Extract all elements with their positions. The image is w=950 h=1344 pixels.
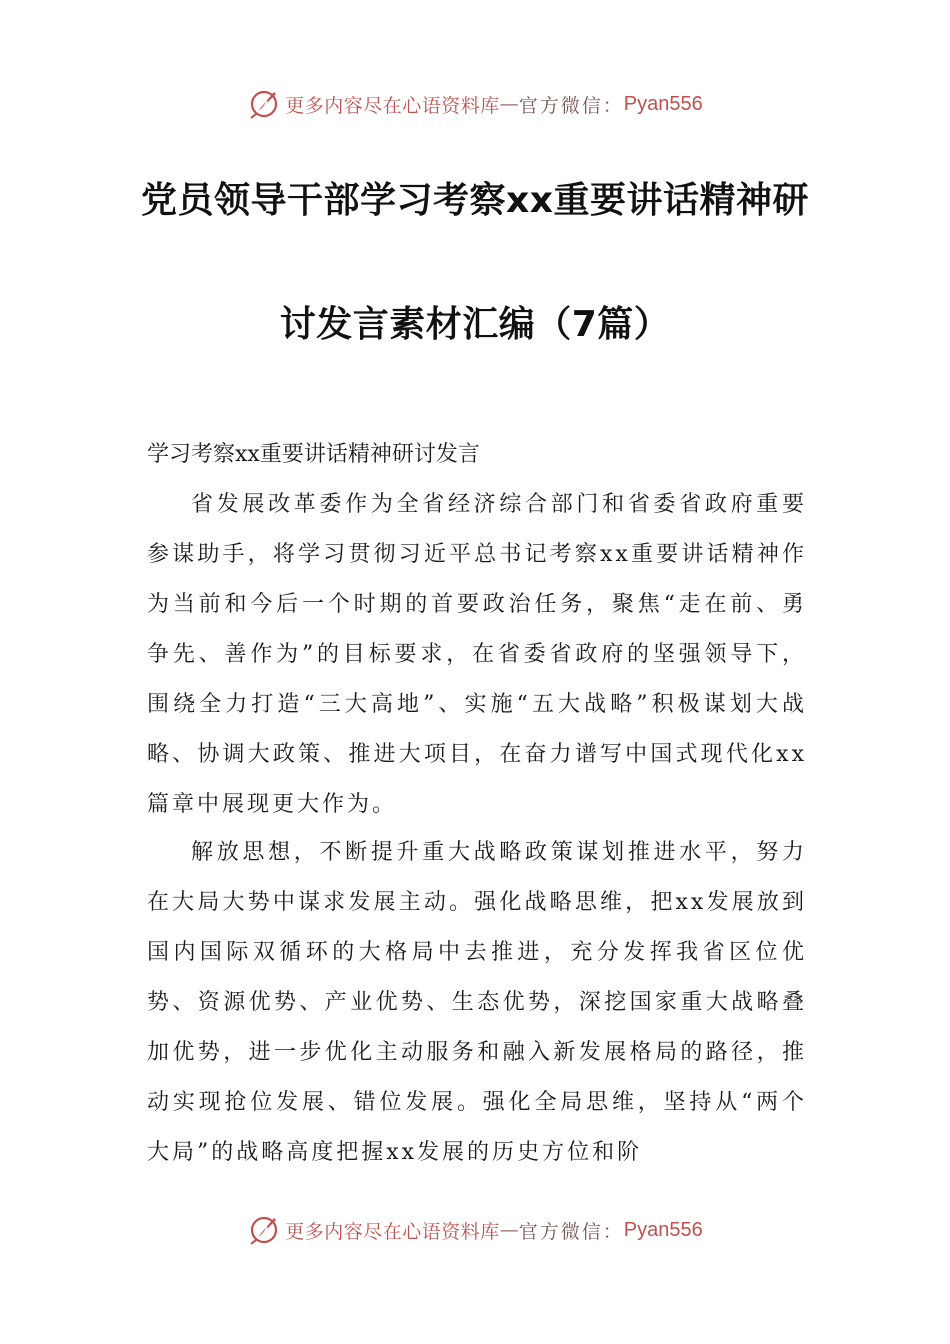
quill-logo-icon (247, 87, 281, 121)
watermark-official-label: 官方微信： (518, 1220, 624, 1243)
document-title-line-1: 党员领导干部学习考察xx重要讲话精神研 (141, 180, 809, 221)
watermark-wechat-id: Pyan556 (623, 1218, 703, 1241)
watermark-separator: — (499, 93, 519, 115)
body-paragraph-1: 省发展改革委作为全省经济综合部门和省委省政府重要参谋助手，将学习贯彻习近平总书记考察xx重要讲话精神作为当前和今后一个时期的首要政治任务，聚焦“走在前、勇争先、善作为”的目标要求，在省委省政府的坚强领导下，围绕全力打造“三大高地”、实施“五大战略”积极谋划大战略、协调大政策、推进大项目，在奋力谱写中国式现代化xx篇章中展现更大作为。 (147, 492, 807, 817)
section-subtitle: 学习考察xx重要讲话精神研讨发言 (147, 442, 480, 467)
quill-logo-icon (247, 1213, 281, 1247)
watermark-official-label: 官方微信： (518, 94, 624, 117)
watermark-separator: — (499, 1219, 519, 1241)
watermark-banner-bottom (0, 1208, 950, 1252)
watermark-brand-text: 更多内容尽在心语资料库 (285, 1220, 500, 1243)
watermark-brand-text: 更多内容尽在心语资料库 (285, 94, 500, 117)
watermark-banner-top (0, 82, 950, 126)
body-paragraph-2: 解放思想，不断提升重大战略政策谋划推进水平，努力在大局大势中谋求发展主动。强化战略思维，把xx发展放到国内国际双循环的大格局中去推进，充分发挥我省区位优势、资源优势、产业优势、生态优势，深挖国家重大战略叠加优势，进一步优化主动服务和融入新发展格局的路径，推动实现抢位发展、错位发展。强化全局思维，坚持从“两个大局”的战略高度把握xx发展的历史方位和阶 (147, 840, 807, 1165)
document-title-line-2: 讨发言素材汇编（7篇） (279, 304, 671, 345)
watermark-wechat-id: Pyan556 (623, 92, 703, 115)
